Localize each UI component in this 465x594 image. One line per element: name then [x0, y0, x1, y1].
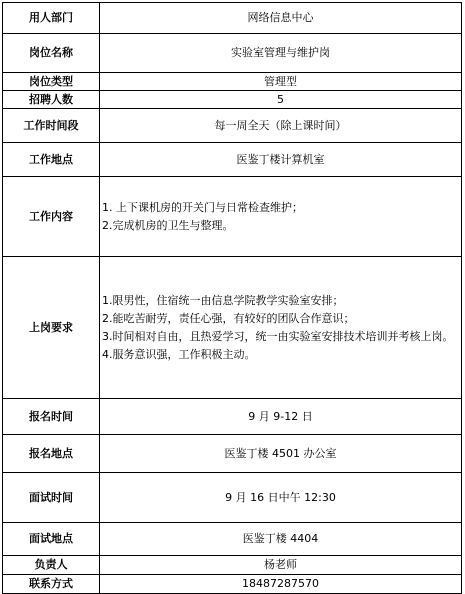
contact-phone-label: 联系方式 — [3, 575, 100, 594]
requirements-value — [100, 257, 462, 399]
recruitment-table — [2, 2, 462, 594]
requirement-line: 3.时间相对自由，且热爱学习，统一由实验室安排技术培训并考核上岗。 — [102, 329, 454, 343]
row-interview-time — [3, 473, 462, 523]
row-position-type — [3, 73, 462, 91]
row-contact-person — [3, 556, 462, 575]
row-requirements — [3, 257, 462, 399]
interview-time-label: 面试时间 — [3, 473, 100, 523]
work-content-line: 1. 上下课机房的开关门与日常检查维护； — [102, 200, 303, 214]
row-work-content — [3, 177, 462, 257]
row-interview-location — [3, 523, 462, 556]
row-contact-phone — [3, 575, 462, 594]
interview-location-label: 面试地点 — [3, 523, 100, 556]
position-name-value: 实验室管理与维护岗 — [100, 34, 462, 73]
requirement-line: 2.能吃苦耐劳，责任心强，有较好的团队合作意识； — [102, 311, 355, 325]
work-hours-label: 工作时间段 — [3, 109, 100, 143]
row-work-hours — [3, 109, 462, 143]
requirement-line: 1.限男性，住宿统一由信息学院教学实验室安排； — [102, 293, 344, 307]
row-work-location — [3, 143, 462, 177]
work-hours-value: 每一周全天（除上课时间） — [100, 109, 462, 143]
row-position-name — [3, 34, 462, 73]
registration-time-value: 9 月 9-12 日 — [100, 399, 462, 435]
registration-location-label: 报名地点 — [3, 435, 100, 473]
requirement-line: 4.服务意识强，工作积极主动。 — [102, 347, 256, 361]
department-label: 用人部门 — [3, 3, 100, 34]
registration-time-label: 报名时间 — [3, 399, 100, 435]
contact-phone-value: 18487287570 — [100, 575, 462, 594]
row-headcount — [3, 91, 462, 109]
headcount-value: 5 — [100, 91, 462, 109]
row-registration-time — [3, 399, 462, 435]
work-location-value: 医鉴丁楼计算机室 — [100, 143, 462, 177]
registration-location-value: 医鉴丁楼 4501 办公室 — [100, 435, 462, 473]
contact-person-value: 杨老师 — [100, 556, 462, 575]
position-name-label: 岗位名称 — [3, 34, 100, 73]
department-value: 网络信息中心 — [100, 3, 462, 34]
contact-person-label: 负责人 — [3, 556, 100, 575]
interview-location-value: 医鉴丁楼 4404 — [100, 523, 462, 556]
row-department — [3, 3, 462, 34]
work-content-label: 工作内容 — [3, 177, 100, 257]
position-type-value: 管理型 — [100, 73, 462, 91]
row-registration-location — [3, 435, 462, 473]
work-content-value — [100, 177, 462, 257]
position-type-label: 岗位类型 — [3, 73, 100, 91]
work-content-line: 2.完成机房的卫生与整理。 — [102, 218, 234, 232]
requirements-label: 上岗要求 — [3, 257, 100, 399]
interview-time-value: 9 月 16 日中午 12:30 — [100, 473, 462, 523]
work-location-label: 工作地点 — [3, 143, 100, 177]
headcount-label: 招聘人数 — [3, 91, 100, 109]
